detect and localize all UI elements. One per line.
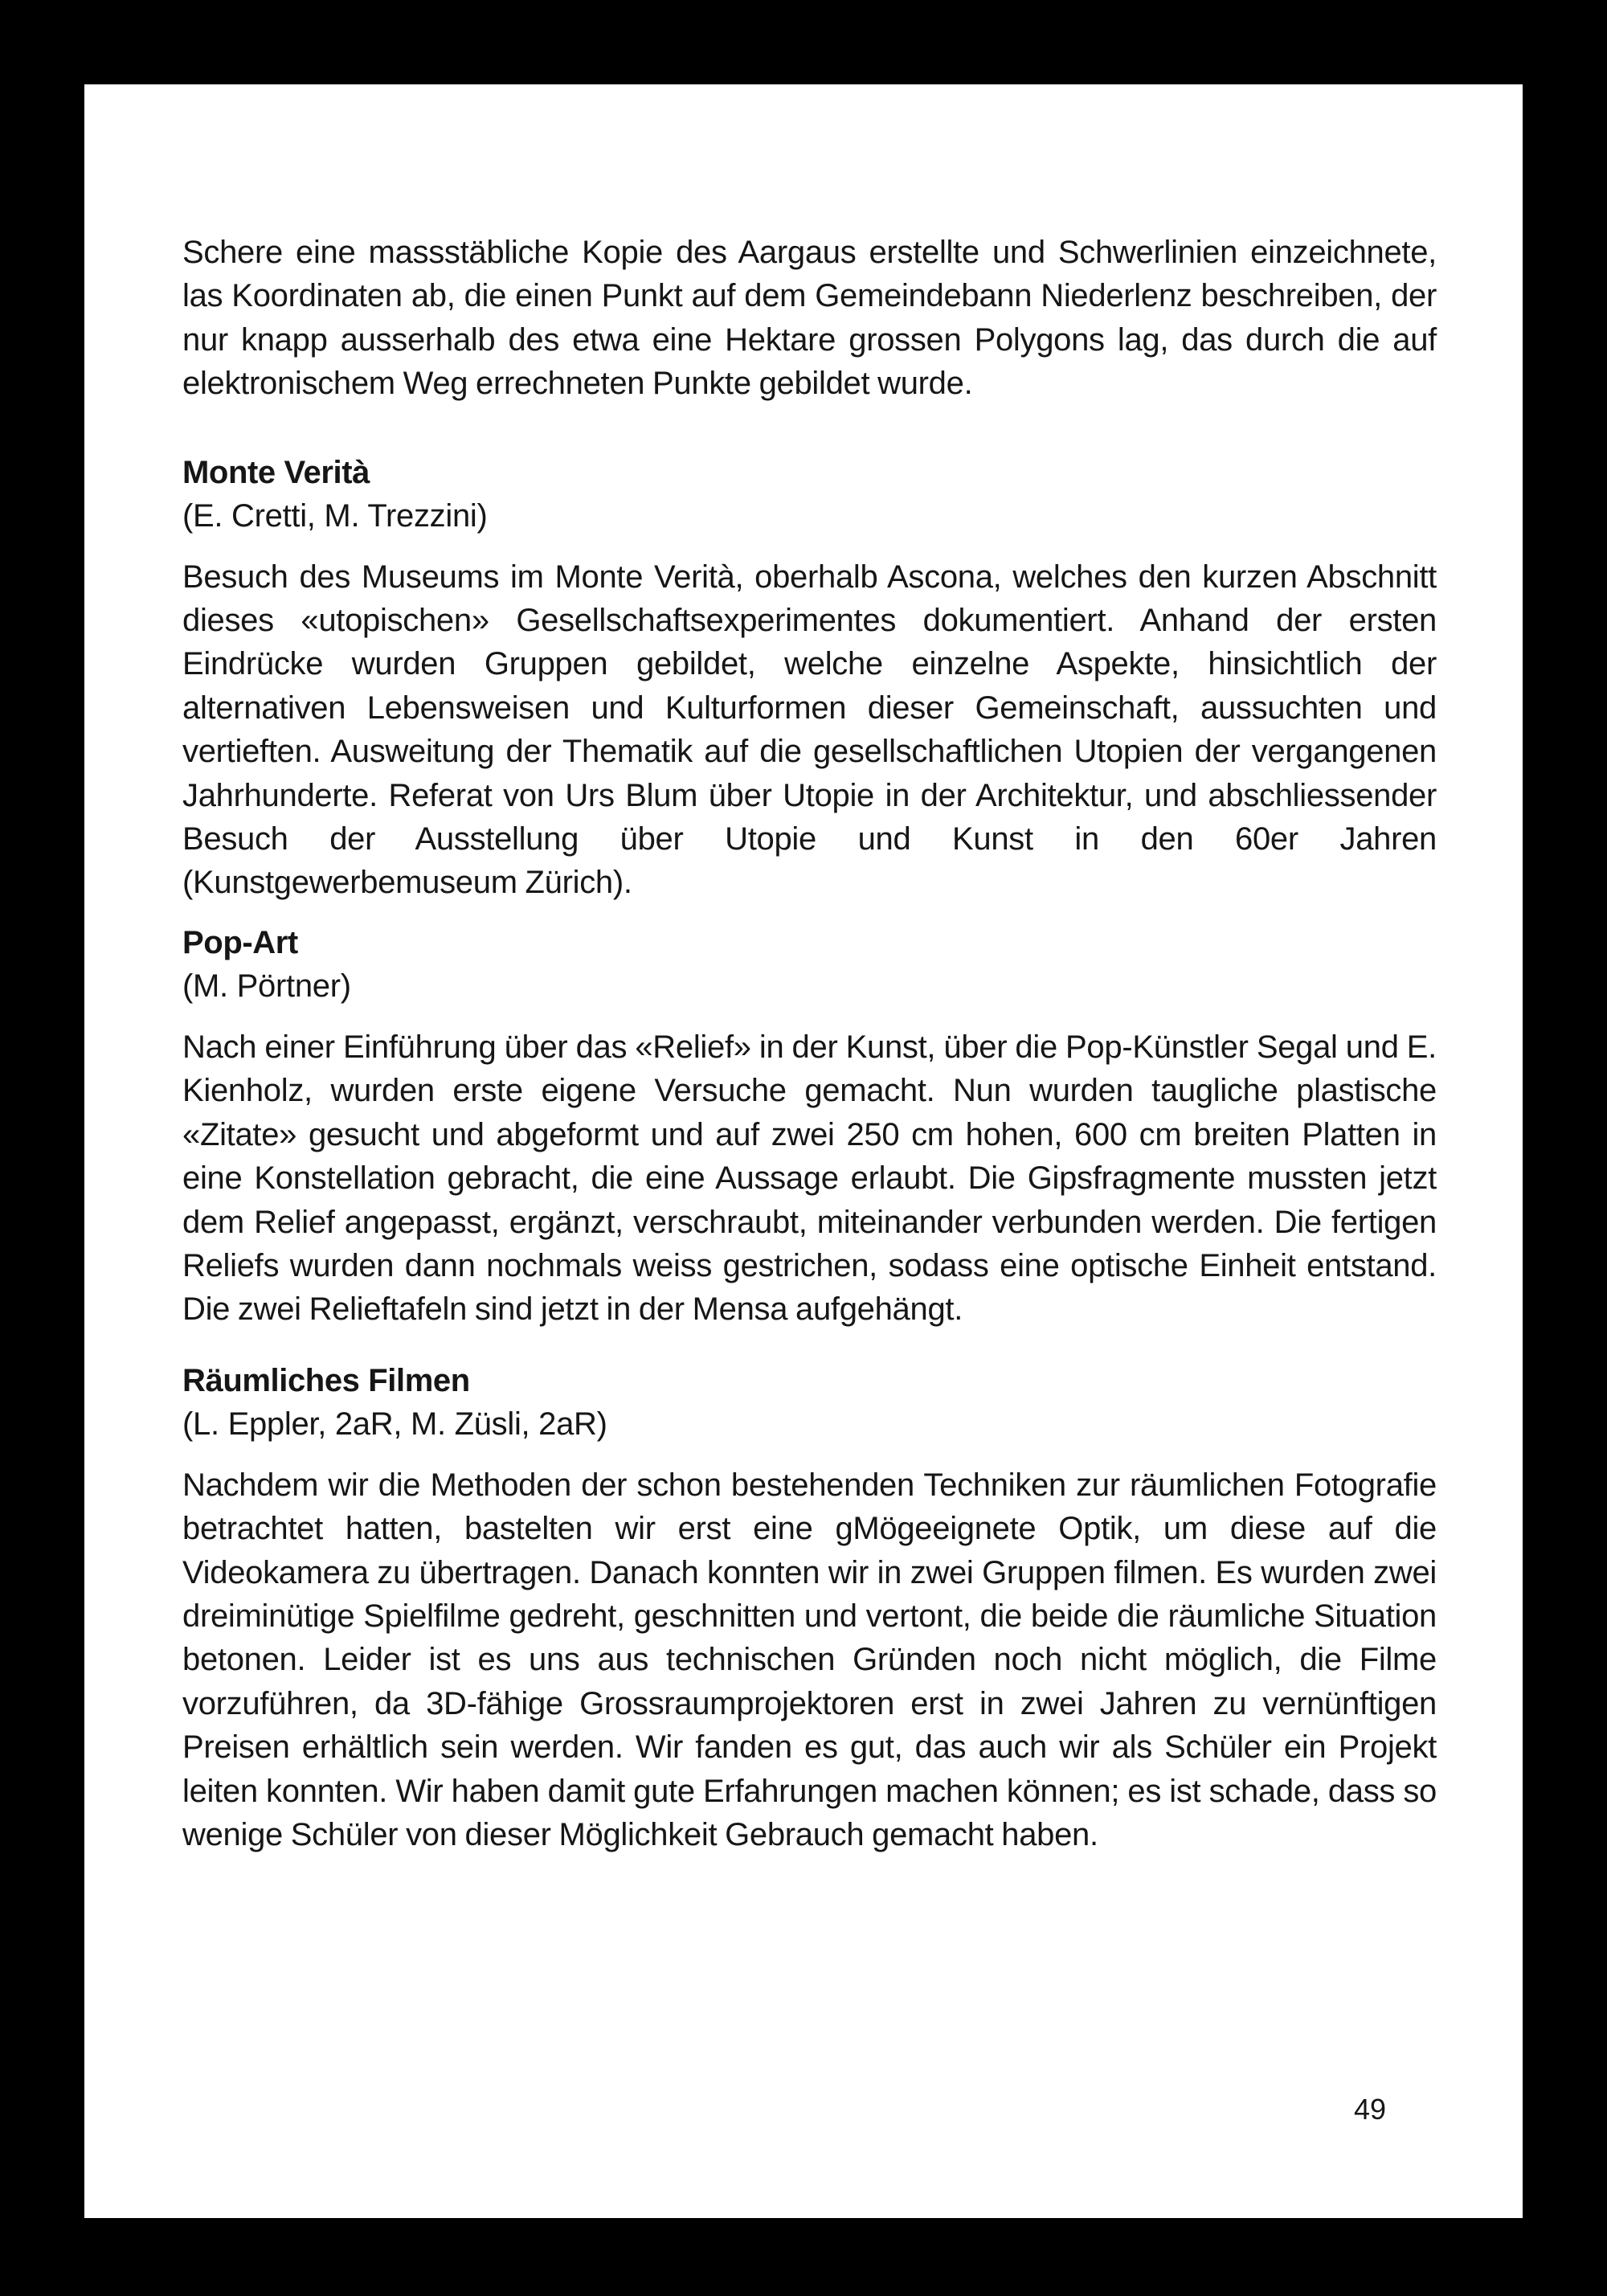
section-authors: (L. Eppler, 2aR, M. Züsli, 2aR)	[182, 1406, 607, 1442]
section-body: Nach einer Einführung über das «Relief» in der Kunst, über die Pop-Künstler Segal und E. Kienholz, wurden erste eigene Versuche gemacht. Nun wurden taugliche plastische «Zitate» gesucht und abgeformt und auf zwei 250 cm hohen, 600 cm breiten Platten in eine Konstellation gebracht, die eine Aussage erlaubt. Die Gipsfragmente mussten jetzt dem Relief angepasst, ergänzt, verschraubt, miteinander verbunden werden. Die fertigen Reliefs wurden dann nochmals weiss gestrichen, sodass eine optische Einheit entstand. Die zwei Relieftafeln sind jetzt in der Mensa aufgehängt.	[182, 1029, 1437, 1328]
section-authors: (E. Cretti, M. Trezzini)	[182, 497, 488, 534]
section-pop-art	[182, 921, 1437, 1332]
section-heading: Räumliches Filmen	[182, 1362, 470, 1398]
section-authors: (M. Pörtner)	[182, 968, 351, 1004]
page-number: 49	[1353, 2093, 1386, 2126]
page-content	[182, 231, 1437, 1872]
section-heading: Monte Verità	[182, 454, 370, 490]
section-raeumliches-filmen	[182, 1359, 1437, 1857]
section-heading: Pop-Art	[182, 924, 298, 960]
section-body: Nachdem wir die Methoden der schon bestehenden Techniken zur räumlichen Fotografie betrachtet hatten, bastelten wir erst eine gMögeeignete Optik, um diese auf die Videokamera zu übertragen. Danach konnten wir in zwei Gruppen filmen. Es wurden zwei dreiminütige Spielfilme gedreht, geschnitten und vertont, die beide die räumliche Situation betonen. Leider ist es uns aus technischen Gründen noch nicht möglich, die Filme vorzuführen, da 3D-fähige Grossraumprojektoren erst in zwei Jahren zu vernünftigen Preisen erhältlich sein werden. Wir fanden es gut, das auch wir als Schüler ein Projekt leiten konnten. Wir haben damit gute Erfahrungen machen können; es ist schade, dass so wenige Schüler von dieser Möglichkeit Gebrauch gemacht haben.	[182, 1467, 1437, 1852]
section-monte-verita	[182, 451, 1437, 905]
document-page	[84, 84, 1523, 2218]
intro-paragraph: Schere eine massstäbliche Kopie des Aargaus erstellte und Schwerlinien einzeichnete, las Koordinaten ab, die einen Punkt auf dem Gemeindebann Niederlenz beschreiben, der nur knapp ausserhalb des etwa eine Hektare grossen Polygons lag, das durch die auf elektronischem Weg errechneten Punkte gebildet wurde.	[182, 235, 1437, 402]
section-body: Besuch des Museums im Monte Verità, oberhalb Ascona, welches den kurzen Abschnitt dieses «utopischen» Gesellschaftsexperimentes dokumentiert. Anhand der ersten Eindrücke wurden Gruppen gebildet, welche einzelne Aspekte, hinsichtlich der alternativen Lebensweisen und Kulturformen dieser Gemeinschaft, aussuchten und vertieften. Ausweitung der Thematik auf die gesellschaftlichen Utopien der vergangenen Jahrhunderte. Referat von Urs Blum über Utopie in der Architektur, und abschliessender Besuch der Ausstellung über Utopie und Kunst in den 60er Jahren (Kunstgewerbemuseum Zürich).	[182, 559, 1437, 901]
